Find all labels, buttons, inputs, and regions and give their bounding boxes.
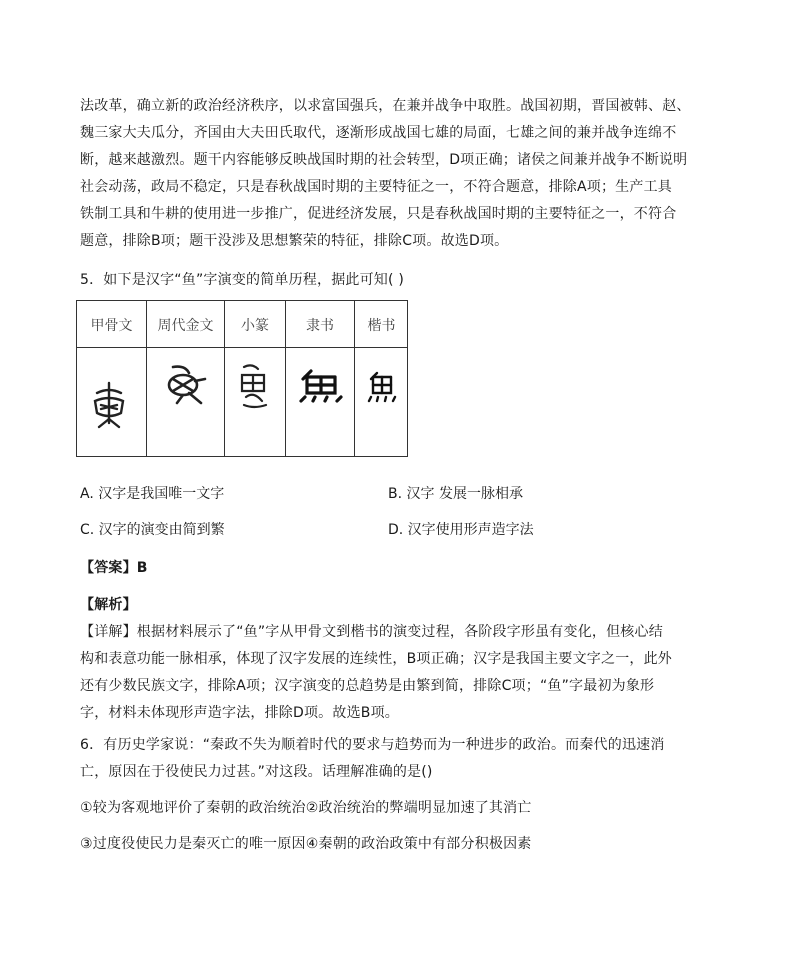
text-line: 字，材料未体现形声造字法，排除D项。故选B项。 xyxy=(80,705,399,721)
text-line: 构和表意功能一脉相承，体现了汉字发展的连续性，B项正确；汉字是我国主要文字之一，此外 xyxy=(80,651,673,667)
text-line: 断，越来越激烈。题干内容能够反映战国时期的社会转型，D项正确；诸侯之间兼并战争不断说明 xyxy=(80,152,688,168)
glyph-clerical xyxy=(295,369,347,405)
text-line: 6．有历史学家说：“秦政不失为顺着时代的要求与趋势而为一种进步的政治。而秦代的迅速消 xyxy=(80,737,665,753)
answer-label: 【答案】B xyxy=(80,560,148,576)
text-line: 题意，排除B项；题干没涉及思想繁荣的特征，排除C项。故选D项。 xyxy=(80,233,509,249)
text-line: 亡，原因在于役使民力过甚。”对这段。话理解准确的是() xyxy=(80,764,433,780)
question-5-stem: 5．如下是汉字“鱼”字演变的简单历程，据此可知( ) xyxy=(80,272,404,288)
question-6-items-2: ③过度役使民力是秦灭亡的唯一原因④秦朝的政治政策中有部分积极因素 xyxy=(80,836,532,852)
option-b: B. 汉字 发展一脉相承 xyxy=(388,486,523,502)
header-small-seal: 小篆 xyxy=(241,318,269,334)
glyph-regular xyxy=(363,371,399,405)
option-d: D. 汉字使用形声造字法 xyxy=(388,522,534,538)
text-line: 法改革，确立新的政治经济秩序，以求富国强兵，在兼并战争中取胜。战国初期，晋国被韩、赵、 xyxy=(80,98,691,114)
option-c: C. 汉字的演变由简到繁 xyxy=(80,522,225,538)
text-line: 魏三家大夫瓜分，齐国由大夫田氏取代，逐渐形成战国七雄的局面，七雄之间的兼并战争连绵不 xyxy=(80,125,677,141)
analysis-title: 【解析】 xyxy=(80,597,137,613)
text-line: 还有少数民族文字，排除A项；汉字演变的总趋势是由繁到简，排除C项；“鱼”字最初为象形 xyxy=(80,678,655,694)
glyph-oracle-bone xyxy=(87,379,131,429)
text-line: 铁制工具和牛耕的使用进一步推广，促进经济发展，只是春秋战国时期的主要特征之一，不符合 xyxy=(80,206,677,222)
option-a: A. 汉字是我国唯一文字 xyxy=(80,486,225,502)
text-line: 社会动荡，政局不稳定，只是春秋战国时期的主要特征之一，不符合题意，排除A项；生产工具 xyxy=(80,179,672,195)
header-bronze: 周代金文 xyxy=(157,318,214,334)
text-line: 【详解】根据材料展示了“鱼”字从甲骨文到楷书的演变过程，各阶段字形虽有变化，但核心结 xyxy=(80,624,663,640)
header-clerical: 隶书 xyxy=(306,318,334,334)
glyph-bronze xyxy=(159,363,209,409)
glyph-small-seal xyxy=(234,361,276,411)
character-evolution-table xyxy=(76,300,408,457)
question-6-items-1: ①较为客观地评价了秦朝的政治统治②政治统治的弊端明显加速了其消亡 xyxy=(80,800,532,816)
header-regular: 楷书 xyxy=(367,318,396,334)
header-oracle-bone: 甲骨文 xyxy=(90,318,133,334)
